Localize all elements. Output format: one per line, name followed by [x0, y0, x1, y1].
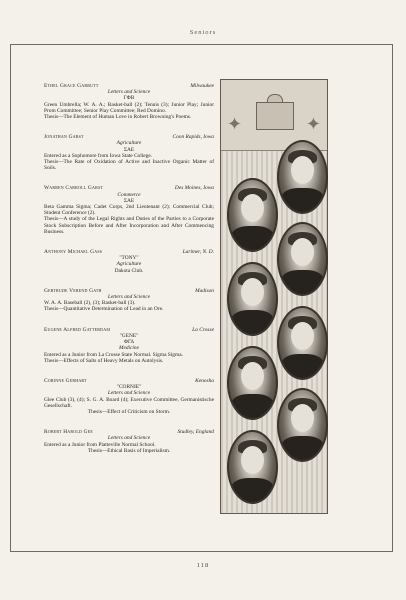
entry-name: Warren Carroll Garst [44, 185, 104, 192]
portrait-photo [227, 178, 278, 252]
entry-thesis: Thesis—Ethical Basis of Imperialism. [87, 447, 171, 454]
entry-activities: W. A. A. Baseball (2), (3); Basket-ball (3). [44, 300, 136, 307]
building-icon [256, 102, 294, 130]
portrait-photo [277, 222, 328, 296]
entry-activities: Entered as a Sophomore from Iowa State College. [44, 152, 153, 159]
portrait-photo [227, 262, 278, 336]
entry-name: Eugene Alfred Gatterdam [44, 326, 111, 333]
entry-name: Gertrude Verend Gath [44, 287, 102, 294]
entry-line: "TONY" [119, 255, 139, 262]
entry-line: Agriculture [116, 261, 142, 268]
campus-building-banner [221, 80, 327, 151]
entry-line: ΣΑΕ [123, 197, 135, 204]
senior-entry [44, 185, 214, 235]
entry-line: Letters and Science [107, 294, 151, 301]
entry-thesis: Thesis—Quantitative Determination of Lead in an Ore. [44, 306, 164, 313]
entry-thesis: Thesis—The Element of Human Love in Robert Browning's Poems. [44, 114, 192, 121]
entry-town: La Crosse [192, 326, 214, 333]
entry-name: Jonathan Garst [44, 134, 84, 141]
entry-line: Letters and Science [107, 390, 151, 397]
senior-entry [44, 429, 214, 454]
page-header: Seniors [189, 29, 217, 36]
entry-line: ΣΑΕ [123, 146, 135, 153]
entry-thesis: Thesis—Effects of Salts of Heavy Metals on Autolysis. [44, 357, 164, 364]
senior-entry [44, 378, 214, 415]
entry-activities: Green Umbrella; W. A. A.; Basket-ball (2); Tennis (3); Junior Play; Junior Prom Committee; Senior Play Committee; Red Domino. [44, 101, 214, 114]
senior-entry [44, 288, 214, 313]
portrait-photo [277, 388, 328, 462]
portrait-photo [277, 140, 328, 214]
entry-line: Commerce [117, 191, 141, 198]
entry-town: Studley, England [177, 429, 214, 436]
senior-entry [44, 83, 214, 120]
entry-town: Larimer, N. D. [182, 249, 214, 256]
entry-line: "CORNIE" [116, 384, 142, 391]
portrait-panel [220, 79, 328, 514]
entry-line: "GENE" [119, 332, 139, 339]
senior-entry [44, 249, 214, 274]
senior-entry [44, 134, 214, 171]
entry-name: Corinne Gebhart [44, 377, 87, 384]
entry-activities: Entered as a Junior from La Crosse State Normal. Sigma Sigma. [44, 351, 183, 358]
entry-town: Coon Rapids, Iowa [172, 134, 214, 141]
entry-name: Ethel Grace Garbutt [44, 83, 99, 89]
senior-entry [44, 327, 214, 364]
ornament-icon: ✦ [305, 114, 321, 134]
entry-line: ΦΓΔ [124, 339, 134, 346]
senior-entries [44, 83, 214, 468]
entry-line: Dakota Club. [114, 267, 144, 274]
entry-town: Des Moines, Iowa [174, 185, 214, 192]
portrait-photo [227, 346, 278, 420]
page-number: 118 [196, 562, 210, 569]
entry-thesis: Thesis—The Rate of Oxidation of Active and Inactive Organic Matter of Soils. [44, 159, 214, 172]
entry-line: Letters and Science [107, 435, 151, 442]
entry-town: Kenosha [195, 377, 214, 384]
portrait-photo [227, 430, 278, 504]
entry-thesis: Thesis—Effect of Criticism on Storm. [87, 408, 171, 415]
entry-town: Madison [195, 287, 214, 294]
entry-line: ΓΦΒ [123, 95, 135, 102]
entry-line: Agriculture [116, 140, 142, 147]
entry-name: Robert Harold Gee [44, 429, 94, 436]
entry-line: Medicine [118, 345, 140, 352]
portrait-photo [277, 306, 328, 380]
entry-activities: Glee Club (3), (4); S. G. A. Board (4); Executive Committee, Germanistische Gesellschaft. [44, 396, 214, 409]
entry-activities: Entered as a Junior from Platteville Normal School. [44, 441, 156, 448]
entry-activities: Beta Gamma Sigma; Cadet Corps, 2nd Lieutenant (2); Commercial Club; Student Conference (2). [44, 204, 214, 217]
entry-town: Milwaukee [190, 83, 214, 89]
ornament-icon: ✦ [227, 114, 243, 134]
entry-line: Letters and Science [107, 89, 151, 96]
entry-name: Anthony Michael Gass [44, 249, 103, 256]
entry-thesis: Thesis—A study of the Legal Rights and Duties of the Parties to a Corporate Stock Subscription Before and After Incorporation and After Commencing Business. [44, 216, 214, 235]
